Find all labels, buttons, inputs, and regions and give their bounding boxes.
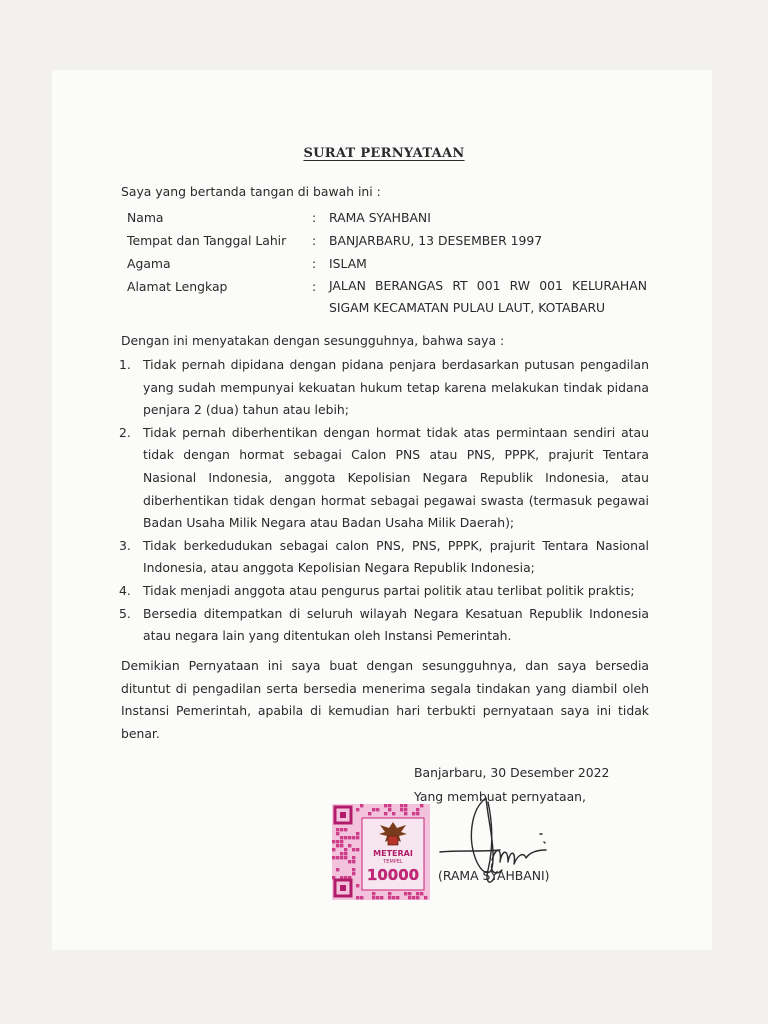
- item-text: Tidak pernah dipidana dengan pidana penjara berdasarkan putusan pengadilan yang sudah mempunyai kekuatan hukum tetap karena melakukan tindak pidana penjara 2 (dua) tahun atau lebih;: [143, 357, 649, 418]
- identity-value: ISLAM: [329, 256, 367, 271]
- identity-row-birth: [127, 229, 647, 252]
- stamp-word: METERAI: [373, 849, 413, 858]
- stamp-value: 10000: [366, 866, 420, 884]
- identity-label: Tempat dan Tanggal Lahir: [127, 233, 287, 248]
- item-text: Tidak pernah diberhentikan dengan hormat tidak atas permintaan sendiri atau tidak dengan hormat sebagai Calon PNS atau PNS, PPPK, prajurit Tentara Nasional Indonesia, anggota Kepolisian Negara Republik Indonesia, atau diberhentikan tidak dengan hormat sebagai pegawai swasta (termasuk pegawai Badan Usaha Milik Negara atau Badan Usaha Milik Daerah);: [143, 424, 649, 531]
- address-line-1: JALAN BERANGAS RT 001 RW 001 KELURAHAN: [329, 278, 647, 293]
- list-item: [119, 354, 649, 422]
- item-number: 2.: [119, 424, 131, 440]
- intro-text: Saya yang bertanda tangan di bawah ini :: [121, 184, 381, 199]
- lead-text: Dengan ini menyatakan dengan sesungguhnya, bahwa saya :: [121, 333, 505, 348]
- list-item: [119, 580, 649, 603]
- identity-colon: :: [312, 256, 317, 271]
- document-title: SURAT PERNYATAAN: [303, 146, 465, 161]
- closing-paragraph: Demikian Pernyataan ini saya buat dengan sesungguhnya, dan saya bersedia dituntut di pengadilan serta bersedia menerima segala tindakan yang diambil oleh Instansi Pemerintah, apabila di kemudian hari terbukti pernyataan saya ini tidak benar.: [121, 658, 649, 741]
- list-item: [119, 535, 649, 580]
- identity-colon: :: [312, 210, 317, 225]
- identity-colon: :: [312, 279, 317, 294]
- item-number: 4.: [119, 582, 131, 598]
- identity-row-name: [127, 206, 647, 229]
- item-text: Tidak berkedudukan sebagai calon PNS, PNS, PPPK, prajurit Tentara Nasional Indonesia, atau anggota Kepolisian Negara Republik Indonesia;: [143, 537, 649, 576]
- place-date: Banjarbaru, 30 Desember 2022: [414, 765, 610, 780]
- identity-row-religion: [127, 252, 647, 275]
- identity-table: [127, 206, 647, 321]
- address-line-2: SIGAM KECAMATAN PULAU LAUT, KOTABARU: [329, 300, 606, 315]
- stamp-sub: TEMPEL: [383, 859, 403, 865]
- identity-value: RAMA SYAHBANI: [329, 210, 431, 225]
- statement-list: [119, 354, 649, 648]
- meterai-stamp: [332, 804, 430, 900]
- identity-row-address: [127, 275, 647, 321]
- identity-label: Alamat Lengkap: [127, 279, 228, 294]
- item-number: 3.: [119, 537, 131, 553]
- list-item: [119, 422, 649, 535]
- item-text: Tidak menjadi anggota atau pengurus partai politik atau terlibat politik praktis;: [143, 582, 635, 598]
- identity-value: [329, 275, 647, 319]
- identity-label: Nama: [127, 210, 164, 225]
- identity-colon: :: [312, 233, 317, 248]
- item-text: Bersedia ditempatkan di seluruh wilayah Negara Kesatuan Republik Indonesia atau negara lain yang ditentukan oleh Instansi Pemerintah.: [143, 605, 649, 644]
- maker-label: Yang membuat pernyataan,: [414, 789, 586, 804]
- identity-value: BANJARBARU, 13 DESEMBER 1997: [329, 233, 543, 248]
- signer-name: (RAMA SYAHBANI): [438, 868, 550, 883]
- list-item: [119, 603, 649, 648]
- item-number: 1.: [119, 357, 131, 372]
- identity-label: Agama: [127, 256, 171, 271]
- item-number: 5.: [119, 605, 131, 621]
